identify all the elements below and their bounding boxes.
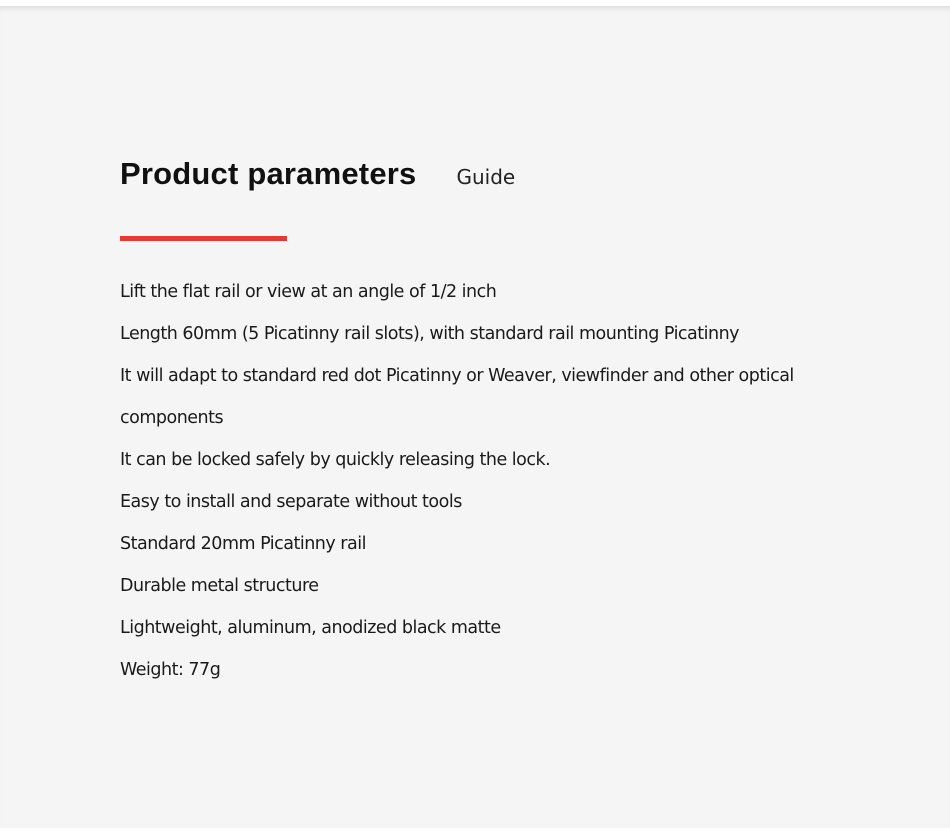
parameter-line: components — [120, 408, 224, 428]
title-underline-divider — [120, 236, 287, 241]
parameter-line: Easy to install and separate without tools — [120, 492, 462, 512]
heading-row — [120, 156, 515, 192]
page-subtitle: Guide — [456, 165, 516, 189]
parameter-line: Lightweight, aluminum, anodized black matte — [120, 618, 501, 638]
content-panel — [0, 6, 950, 828]
parameter-line: Weight: 77g — [120, 660, 221, 680]
parameter-line: Durable metal structure — [120, 576, 319, 596]
page-title: Product parameters — [120, 156, 417, 191]
parameter-line: Standard 20mm Picatinny rail — [120, 534, 366, 554]
parameter-line: Length 60mm (5 Picatinny rail slots), with standard rail mounting Picatinny — [120, 324, 740, 344]
parameter-line: It will adapt to standard red dot Picatinny or Weaver, viewfinder and other optical — [120, 366, 794, 386]
parameter-line: It can be locked safely by quickly releasing the lock. — [120, 450, 551, 470]
parameter-list — [120, 271, 840, 691]
parameter-line: Lift the flat rail or view at an angle of 1/2 inch — [120, 282, 497, 302]
